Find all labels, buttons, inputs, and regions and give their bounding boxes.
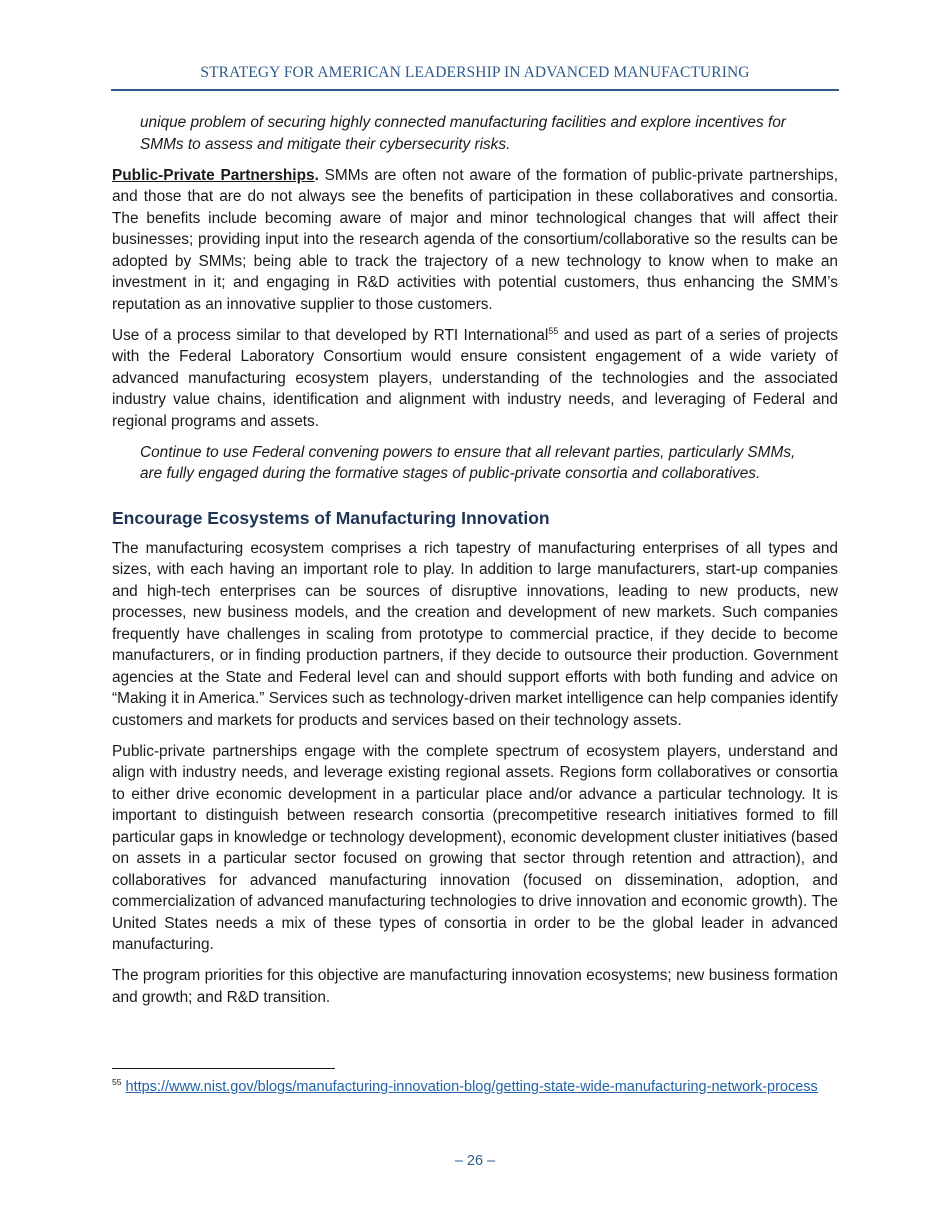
footnote-reference[interactable]: 55 (548, 325, 559, 336)
recommendation-convening: Continue to use Federal convening powers to ensure that all relevant parties, particularly SMMs, are fully engaged during the formative stages of public-private consortia and collaboratives. (140, 443, 796, 482)
header-rule (111, 89, 839, 91)
paragraph-ppp-engage: Public-private partnerships engage with the complete spectrum of ecosystem players, understand and align with industry needs, and leverage existing regional assets. Regions form collaboratives or consortia to either drive economic development in a particular place and/or advance a particular technology. It is important to distinguish between research consortia (precompetitive research initiatives formed to fill particular gaps in knowledge or technology development), economic development cluster initiatives (based on assets in a particular sector focused on growing that sector through retention and attraction), and collaboratives for advanced manufacturing innovation (focused on dissemination, adoption, and commercialization of advanced manufacturing technologies to drive innovation and economic growth). The United States needs a mix of these types of consortia in order to be the global leader in advanced manufacturing. (112, 742, 838, 953)
section-heading: Encourage Ecosystems of Manufacturing Innovation (112, 507, 550, 528)
footnote-number: 55 (112, 1077, 122, 1088)
main-content (112, 112, 838, 1018)
paragraph-text: SMMs are often not aware of the formation of public-private partnerships, and those that are do not always see the benefits of participation in these collaboratives and consortia. The benefits include becoming aware of major and minor technological changes that will affect their businesses; providing input into the research agenda of the consortium/collaborative so the results can be adopted by SMMs; being able to track the trajectory of a new technology to know when to make an investment in it; and engaging in R&D activities with potential customers, thus enhancing the SMM’s reputation as an innovative supplier to those customers. (112, 166, 838, 313)
paragraph-lead-heading: Public-Private Partnerships (112, 166, 315, 184)
recommendation-cybersecurity: unique problem of securing highly connected manufacturing facilities and explore incentives for SMMs to assess and mitigate their cybersecurity risks. (140, 114, 786, 153)
footnote (112, 1077, 832, 1098)
running-header: STRATEGY FOR AMERICAN LEADERSHIP IN ADVANCED MANUFACTURING (200, 64, 750, 81)
footnote-divider (112, 1068, 335, 1069)
paragraph-text-after-ref: and used as part of a series of projects with the Federal Laboratory Consortium would ensure consistent engagement of a wide variety of advanced manufacturing ecosystem players, understanding of the technologies and the associated industry value chains, identification and alignment with industry needs, and leveraging of Federal and regional programs and assets. (112, 326, 838, 430)
paragraph-lead-period: . (314, 166, 319, 184)
paragraph-public-private-partnerships (112, 165, 838, 316)
footnote-link[interactable]: https://www.nist.gov/blogs/manufacturing-innovation-blog/getting-state-wide-manufacturing-network-process (125, 1079, 818, 1095)
paragraph-text-before-ref: Use of a process similar to that developed by RTI International (112, 326, 549, 344)
page-number: – 26 – (454, 1153, 496, 1169)
paragraph-rti-process (112, 325, 838, 433)
paragraph-ecosystem: The manufacturing ecosystem comprises a rich tapestry of manufacturing enterprises of all types and sizes, with each having an important role to play. In addition to large manufacturers, start-up companies and high-tech enterprises can be sources of disruptive innovations, leading to new products, new processes, new business models, and the creation and development of new markets. Such companies frequently have challenges in scaling from prototype to commercial practice, if they decide to become manufacturers, or in finding production partners, if they decide to outsource their production. Government agencies at the State and Federal level can and should support efforts with both funding and advice on “Making it in America.” Services such as technology-driven market intelligence can help companies identify customers and markets for products and services based on their technology assets. (112, 539, 838, 729)
paragraph-priorities: The program priorities for this objective are manufacturing innovation ecosystems; new business formation and growth; and R&D transition. (112, 967, 838, 1006)
